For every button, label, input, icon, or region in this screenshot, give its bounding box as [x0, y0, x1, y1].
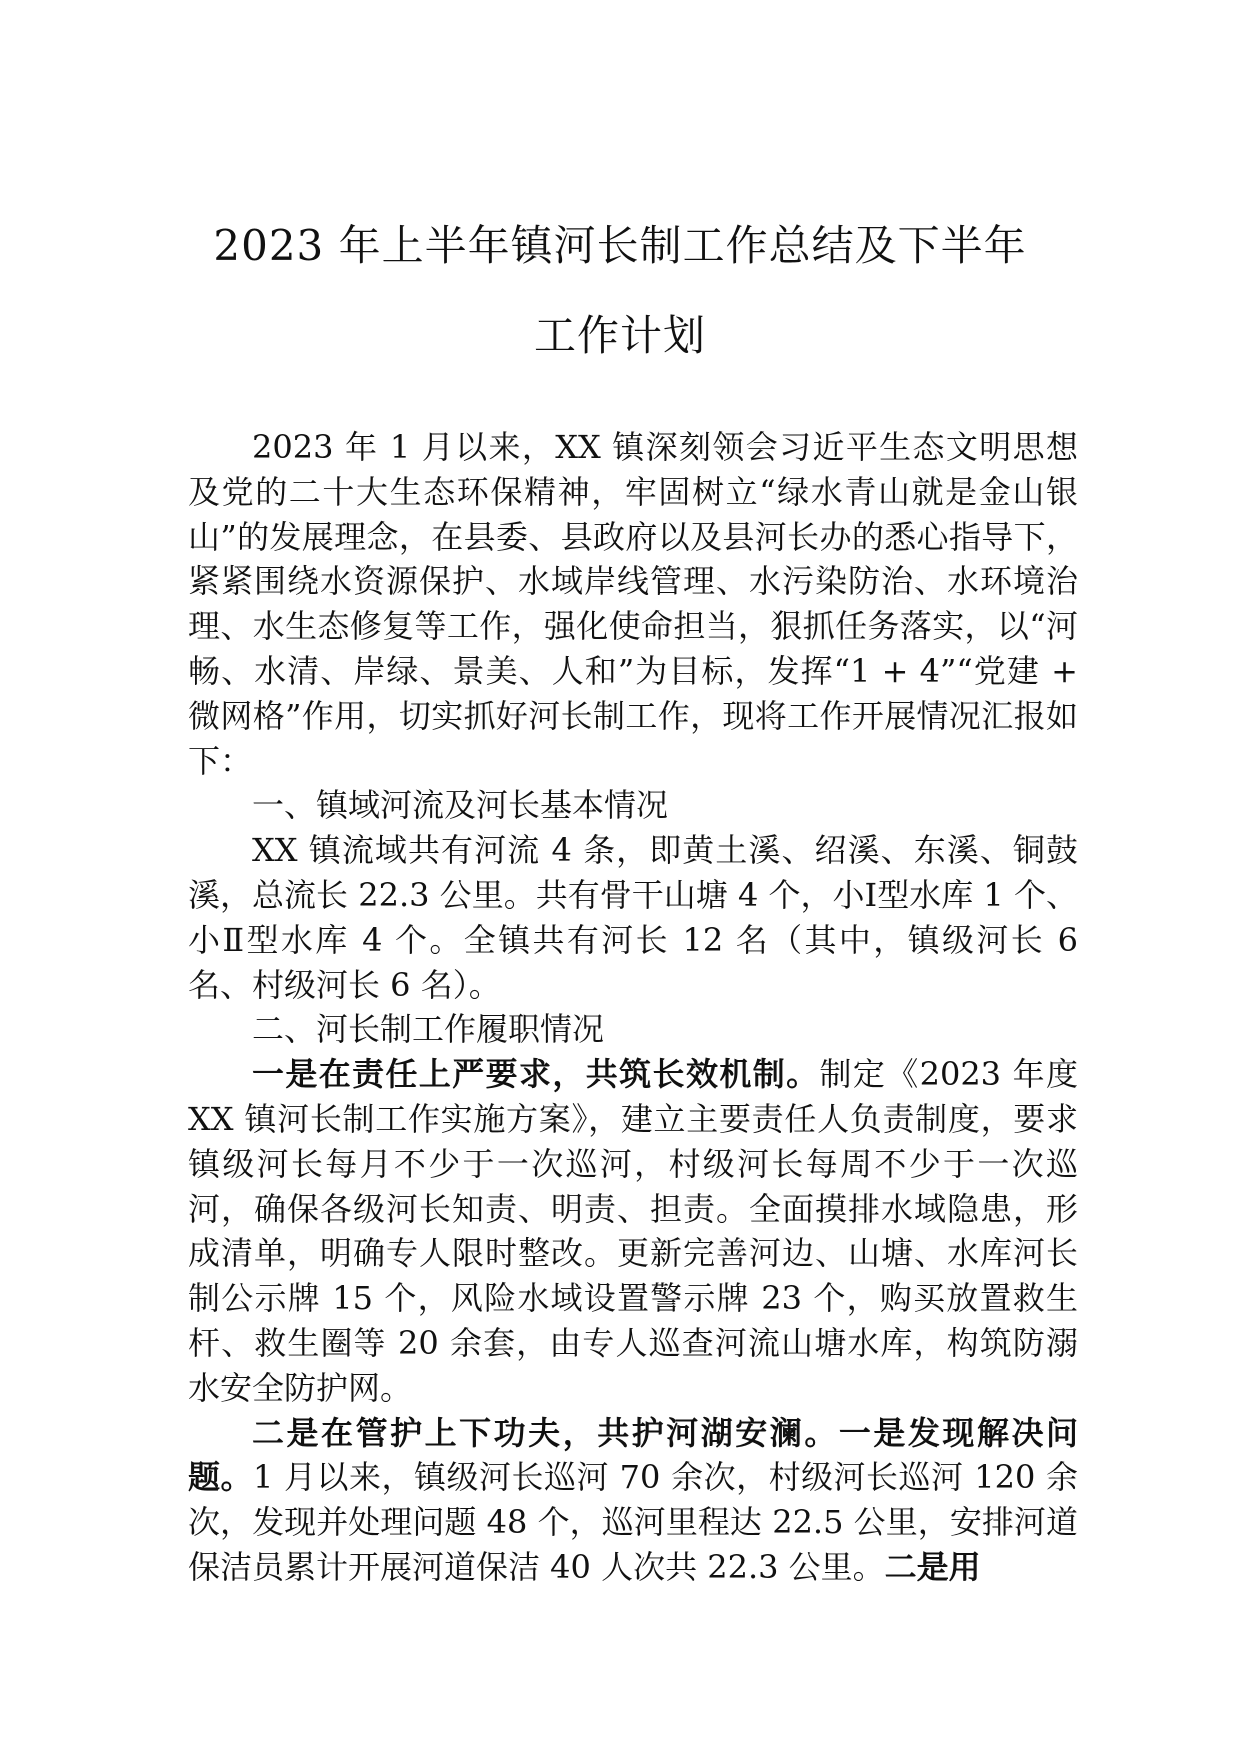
responsibility-paragraph — [188, 1052, 1078, 1410]
management-next-lead: 二是用 — [884, 1547, 981, 1586]
document-body — [188, 425, 1078, 1590]
document-title-line2: 工作计划 — [533, 311, 706, 360]
section-heading-2: 二、河长制工作履职情况 — [252, 1010, 605, 1049]
responsibility-text: 制定《2023 年度 XX 镇河长制工作实施方案》，建立主要责任人负责制度，要求镇级河长每月不少于一次巡河，村级河长每周不少于一次巡河，确保各级河长知责、明责、担责。全面摸排水域隐患，形成清单，明确专人限时整改。更新完善河边、山塘、水库河长制公示牌 15 个，风险水域设置警示牌 23 个，购买放置救生杆、救生圈等 20 余套，由专人巡查河流山塘水库，构筑防溺水安全防护网。 — [188, 1055, 1078, 1407]
management-lead: 二是在管护上下功夫，共护河湖安澜。一是发现解决问题。 — [188, 1413, 1078, 1497]
river-overview-paragraph: XX 镇流域共有河流 4 条，即黄土溪、绍溪、东溪、铜鼓溪，总流长 22.3 公里。共有骨干山塘 4 个，小Ⅰ型水库 1 个、小Ⅱ型水库 4 个。全镇共有河长 12 名（其中，镇级河长 6 名、村级河长 6 名）。 — [188, 831, 1078, 1004]
management-text: 1 月以来，镇级河长巡河 70 余次，村级河长巡河 120 余次，发现并处理问题 48 个，巡河里程达 22.5 公里，安排河道保洁员累计开展河道保洁 40 人次共 22.3 公里。 — [188, 1458, 1078, 1586]
intro-paragraph: 2023 年 1 月以来，XX 镇深刻领会习近平生态文明思想及党的二十大生态环保精神，牢固树立“绿水青山就是金山银山”的发展理念，在县委、县政府以及县河长办的悉心指导下，紧紧围绕水资源保护、水域岸线管理、水污染防治、水环境治理、水生态修复等工作，强化使命担当，狠抓任务落实，以“河畅、水清、岸绿、景美、人和”为目标，发挥“1 + 4”“党建 + 微网格”作用，切实抓好河长制工作，现将工作开展情况汇报如下： — [188, 428, 1078, 780]
document-title-line1: 2023 年上半年镇河长制工作总结及下半年 — [213, 221, 1027, 270]
section-heading-1: 一、镇域河流及河长基本情况 — [252, 786, 669, 825]
management-paragraph — [188, 1411, 1078, 1590]
responsibility-lead: 一是在责任上严要求，共筑长效机制。 — [252, 1055, 820, 1094]
